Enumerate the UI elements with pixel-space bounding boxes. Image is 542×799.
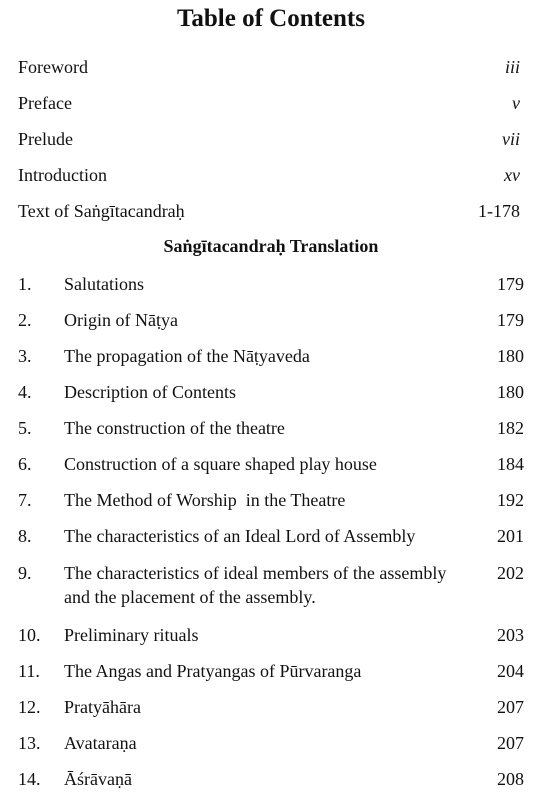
chapter-page-number: 179 (497, 310, 524, 330)
chapter-page-number: 182 (497, 418, 524, 438)
chapter-title: The characteristics of an Ideal Lord of Assembly (64, 526, 416, 546)
chapter-title: Avataraṇa (64, 733, 137, 753)
chapter-page-number: 192 (497, 490, 524, 510)
front-matter-item (18, 199, 520, 223)
entry-page-number: xv (504, 165, 520, 185)
page-title: Table of Contents (177, 5, 365, 32)
chapter-title: Construction of a square shaped play house (64, 454, 377, 474)
entry-page-number: 1-178 (478, 201, 520, 221)
chapter-page-number: 204 (497, 661, 524, 681)
chapter-number: 12. (18, 697, 41, 717)
chapter-number: 3. (18, 346, 32, 366)
chapter-page-number: 207 (497, 697, 524, 717)
chapter-number: 4. (18, 382, 32, 402)
chapter-page-number: 180 (497, 382, 524, 402)
entry-label: Introduction (18, 165, 107, 185)
chapter-page-number: 208 (497, 769, 524, 789)
chapter-title: The Angas and Pratyangas of Pūrvaranga (64, 661, 362, 681)
entry-label: Foreword (18, 57, 88, 77)
chapter-number: 13. (18, 733, 41, 753)
front-matter-item (18, 127, 520, 151)
entry-label: Text of Saṅgītacandraḥ (18, 201, 185, 221)
chapter-title: The propagation of the Nāṭyaveda (64, 346, 310, 366)
chapter-page-number: 180 (497, 346, 524, 366)
chapter-number: 2. (18, 310, 32, 330)
chapter-title: Salutations (64, 274, 144, 294)
chapter-title: Origin of Nāṭya (64, 310, 178, 330)
front-matter-item (18, 91, 520, 115)
front-matter-item (18, 163, 520, 187)
chapter-title: Preliminary rituals (64, 625, 199, 645)
chapter-page-number: 201 (497, 526, 524, 546)
chapter-number: 7. (18, 490, 32, 510)
chapter-title: The Method of Worship in the Theatre (64, 490, 346, 510)
chapter-title: The construction of the theatre (64, 418, 285, 438)
chapter-number: 8. (18, 526, 32, 546)
entry-label: Prelude (18, 129, 73, 149)
chapter-number: 11. (18, 661, 40, 681)
entry-label: Preface (18, 93, 72, 113)
chapter-page-number: 184 (497, 454, 524, 474)
chapter-page-number: 179 (497, 274, 524, 294)
entry-page-number: vii (502, 129, 520, 149)
entry-page-number: iii (504, 57, 520, 77)
chapter-page-number: 203 (497, 625, 524, 645)
chapter-title: The characteristics of ideal members of the assembly and the placement of the assembly. (64, 563, 447, 607)
chapter-page-number: 207 (497, 733, 524, 753)
section-heading: Saṅgītacandraḥ Translation (163, 236, 379, 256)
chapter-title: Pratyāhāra (64, 697, 141, 717)
chapter-title: Description of Contents (64, 382, 236, 402)
chapter-number: 5. (18, 418, 32, 438)
entry-page-number: v (512, 93, 520, 113)
front-matter-item (18, 55, 520, 79)
chapter-number: 10. (18, 625, 41, 645)
chapter-number: 6. (18, 454, 32, 474)
chapter-page-number: 202 (497, 563, 524, 583)
chapter-number: 1. (18, 274, 32, 294)
chapter-number: 14. (18, 769, 41, 789)
chapter-number: 9. (18, 563, 32, 583)
chapter-title: Āśrāvaṇā (64, 769, 132, 789)
